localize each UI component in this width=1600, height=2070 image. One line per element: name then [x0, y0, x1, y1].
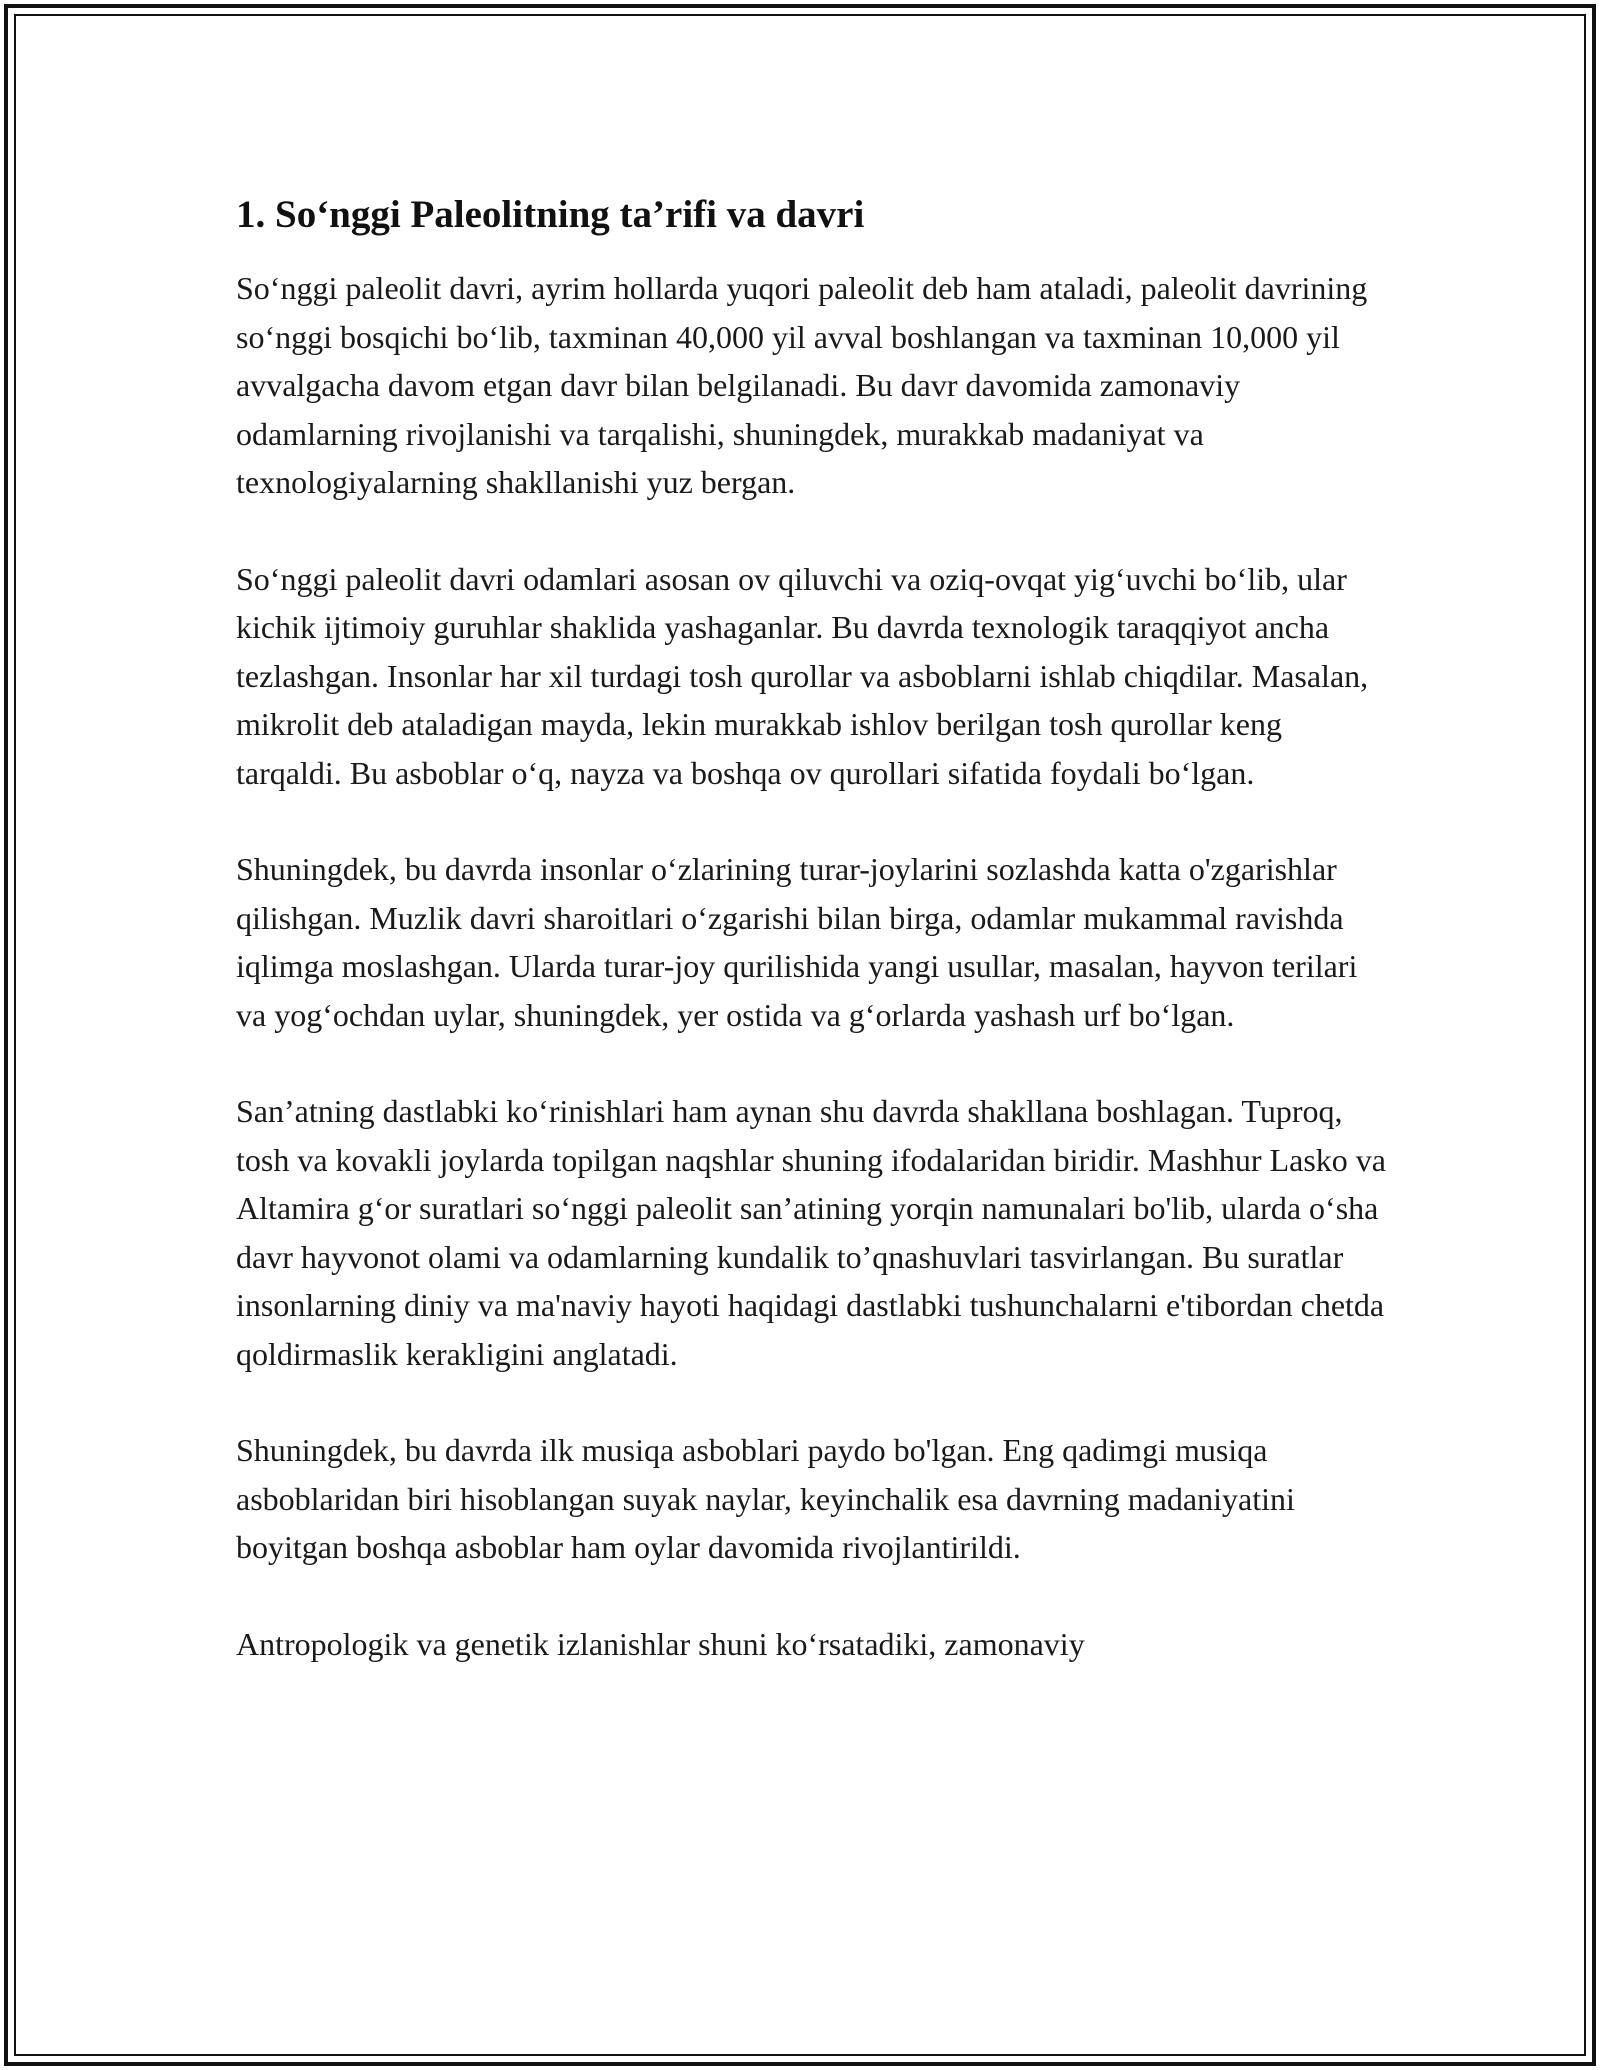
document-body: [236, 188, 1386, 1716]
paragraph-3: Shuningdek, bu davrda insonlar o‘zlarining turar-joylarini sozlashda katta o'zgarishlar qilishgan. Muzlik davri sharoitlari o‘zgarishi bilan birga, odamlar mukammal ravishda iqlimga moslashgan. Ularda turar-joy qurilishida yangi usullar, masalan, hayvon terilari va yog‘ochdan uylar, shuningdek, yer ostida va g‘orlarda yashash urf bo‘lgan.: [236, 851, 1358, 1033]
paragraph-4: San’atning dastlabki ko‘rinishlari ham aynan shu davrda shakllana boshlagan. Tuproq, tosh va kovakli joylarda topilgan naqshlar shuning ifodalaridan biridir. Mashhur Lasko va Altamira g‘or suratlari so‘nggi paleolit san’atining yorqin namunalari bo'lib, ularda o‘sha davr hayvonot olami va odamlarning kundalik to’qnashuvlari tasvirlangan. Bu suratlar insonlarning diniy va ma'naviy hayoti haqidagi dastlabki tushunchalarni e'tibordan chetda qoldirmaslik kerakligini anglatadi.: [236, 1093, 1386, 1372]
paragraph-6: Antropologik va genetik izlanishlar shuni ko‘rsatadiki, zamonaviy: [236, 1625, 1085, 1662]
paragraph-2: So‘nggi paleolit davri odamlari asosan ov qiluvchi va oziq-ovqat yig‘uvchi bo‘lib, ular kichik ijtimoiy guruhlar shaklida yashaganlar. Bu davrda texnologik taraqqiyot ancha tezlashgan. Insonlar har xil turdagi tosh qurollar va asboblarni ishlab chiqdilar. Masalan, mikrolit deb ataladigan mayda, lekin murakkab ishlov berilgan tosh qurollar keng tarqaldi. Bu asboblar o‘q, nayza va boshqa ov qurollari sifatida foydali bo‘lgan.: [236, 560, 1369, 791]
section-heading: 1. So‘nggi Paleolitning ta’rifi va davri: [236, 193, 865, 236]
paragraph-1: So‘nggi paleolit davri, ayrim hollarda yuqori paleolit deb ham ataladi, paleolit davrining so‘nggi bosqichi bo‘lib, taxminan 40,000 yil avval boshlangan va taxminan 10,000 yil avvalgacha davom etgan davr bilan belgilanadi. Bu davr davomida zamonaviy odamlarning rivojlanishi va tarqalishi, shuningdek, murakkab madaniyat va texnologiyalarning shakllanishi yuz bergan.: [236, 270, 1368, 500]
paragraph-5: Shuningdek, bu davrda ilk musiqa asboblari paydo bo'lgan. Eng qadimgi musiqa asboblaridan biri hisoblangan suyak naylar, keyinchalik esa davrning madaniyatini boyitgan boshqa asboblar ham oylar davomida rivojlantirildi.: [236, 1432, 1295, 1565]
